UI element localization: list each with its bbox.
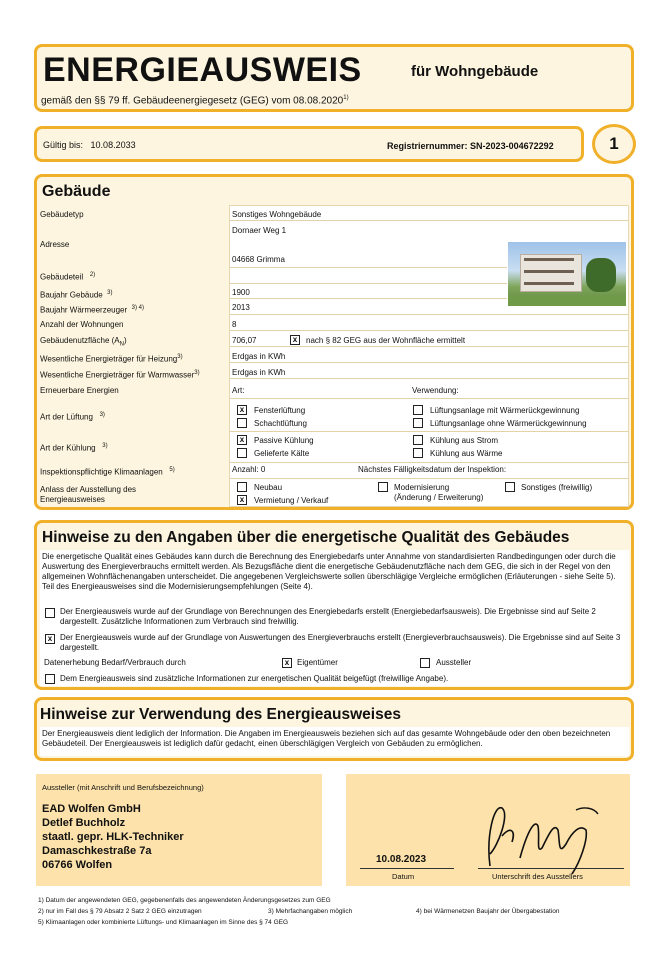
reason-other-label: Sonstiges (freiwillig) xyxy=(521,483,593,492)
cool-electric-label: Kühlung aus Strom xyxy=(430,436,499,445)
renewables-kind: Art: xyxy=(232,386,245,395)
demand-certificate-checkbox[interactable] xyxy=(45,608,55,618)
reason-modernisation-checkbox[interactable] xyxy=(378,482,388,492)
vent-shaft-checkbox[interactable] xyxy=(237,418,247,428)
cool-electric-checkbox[interactable] xyxy=(413,435,423,445)
data-collection-label: Datenerhebung Bedarf/Verbrauch durch xyxy=(44,658,186,667)
value-year-built: 1900 xyxy=(232,288,250,297)
document-title: ENERGIEAUSWEIS xyxy=(43,51,362,89)
consumption-certificate-text: Der Energieausweis wurde auf der Grundlage von Auswertungen des Energieverbrauchs erstellt (Energieverbrauchsausweis). Die Ergebnisse sind auf Seite 3 dargestellt. xyxy=(60,633,621,652)
area-from-living-space-checkbox[interactable]: x xyxy=(290,335,300,345)
value-building-type: Sonstiges Wohngebäude xyxy=(232,210,322,219)
value-heating-carrier: Erdgas in KWh xyxy=(232,352,286,361)
cool-heat-checkbox[interactable] xyxy=(413,448,423,458)
label-water-carrier: Wesentliche Energieträger für Warmwasser$^{3)}$ xyxy=(40,370,200,380)
issuer-label: Aussteller xyxy=(436,658,472,667)
building-title: Gebäude xyxy=(42,183,111,200)
reason-new-build-label: Neubau xyxy=(254,483,283,492)
reason-other-checkbox[interactable] xyxy=(505,482,515,492)
issuer-block xyxy=(36,774,322,886)
building-photo xyxy=(508,242,626,306)
cool-passive-checkbox[interactable]: x xyxy=(237,435,247,445)
label-floor-area: Gebäudenutzfläche $(A_N)$ xyxy=(40,336,127,348)
footnote-1: 1) Datum der angewendeten GEG, gegebenenfalls des angewendeten Änderungsgesetzes zum GEG xyxy=(38,897,331,904)
value-heater-year: 2013 xyxy=(232,303,250,312)
additional-info-checkbox[interactable] xyxy=(45,674,55,684)
value-floor-area: 706,07 xyxy=(232,336,257,345)
page-number: 1 xyxy=(592,124,636,164)
issuer-heading: Aussteller (mit Anschrift und Berufsbezeichnung) xyxy=(42,783,204,792)
reason-rent-sale-checkbox[interactable]: x xyxy=(237,495,247,505)
vent-shaft-label: Schachtlüftung xyxy=(254,419,307,428)
footnote-2: 2) nur im Fall des § 79 Absatz 2 Satz 2 GEG einzutragen xyxy=(38,908,202,915)
cool-delivered-label: Gelieferte Kälte xyxy=(254,449,310,458)
reason-rent-sale-label: Vermietung / Verkauf xyxy=(254,496,329,505)
value-units: 8 xyxy=(232,320,237,329)
usage-notes-text: Der Energieausweis dient lediglich der Information. Die Angaben im Energieausweis beziehen sich auf das gesamte Wohngebäude oder den oben bezeichneten Gebäudeteil. Der Energieausweis ist lediglich dafür gedacht, einen überschlägigen Vergleich von Gebäuden zu ermöglichen. xyxy=(42,729,611,748)
label-reason-2: Energieausweises xyxy=(40,495,105,504)
vent-window-label: Fensterlüftung xyxy=(254,406,306,415)
label-address: Adresse xyxy=(40,240,70,249)
label-cooling: Art der Kühlung $^{3)}$ xyxy=(40,443,108,453)
area-note: nach § 82 GEG aus der Wohnfläche ermittelt xyxy=(306,336,466,345)
quality-intro: Die energetische Qualität eines Gebäudes kann durch die Berechnung des Energiebedarfs unter Annahme von standardisierten Randbedingungen oder durch die Auswertung des Energieverbrauchs ermittelt werden. Als Bezugsfläche dient die energetische Gebäudenutzfläche nach dem GEG, die sich in der Regel von den allgemeinen Wohnflächenangaben unterscheidet. Die angegebenen Vergleichswerte sollen überschlägige Vergleiche ermöglichen (Erläuterungen - siehe Seite 5). Teil des Energieausweises sind die Modernisierungsempfehlungen (Seite 4). xyxy=(42,552,616,591)
label-building-type: Gebäudetyp xyxy=(40,210,84,219)
vent-no-heat-recovery-label: Lüftungsanlage ohne Wärmerückgewinnung xyxy=(430,419,587,428)
quality-notes-title: Hinweise zu den Angaben über die energetische Qualität des Gebäudes xyxy=(42,529,570,546)
cool-heat-label: Kühlung aus Wärme xyxy=(430,449,503,458)
signature xyxy=(476,796,616,876)
label-year-built: Baujahr Gebäude $^{3)}$ xyxy=(40,290,113,300)
additional-info-label: Dem Energieausweis sind zusätzliche Informationen zur energetischen Qualität beigefügt (freiwillige Angabe). xyxy=(60,674,449,683)
footnote-5: 5) Klimaanlagen oder kombinierte Lüftungs- und Klimaanlagen im Sinne des § 74 GEG xyxy=(38,919,289,926)
signature-label: Unterschrift des Ausstellers xyxy=(492,872,583,881)
issue-date: 10.08.2023 xyxy=(376,854,427,865)
renewables-use: Verwendung: xyxy=(412,386,459,395)
owner-checkbox[interactable]: x xyxy=(282,658,292,668)
label-heating-carrier: Wesentliche Energieträger für Heizung$^{3)}$ xyxy=(40,354,183,364)
value-address-city: 04668 Grimma xyxy=(232,255,285,264)
legal-basis: gemäß den §§ 79 ff. Gebäudeenergiegesetz (GEG) vom 08.08.2020$^{1)}$ xyxy=(41,95,349,107)
validity-bar xyxy=(34,126,584,162)
ac-count: Anzahl: 0 xyxy=(232,465,266,474)
valid-until: Gültig bis: 10.08.2033 xyxy=(43,140,136,150)
reason-modernisation-label: Modernisierung xyxy=(394,483,450,492)
signature-block xyxy=(346,774,630,886)
owner-label: Eigentümer xyxy=(297,658,338,667)
value-water-carrier: Erdgas in KWh xyxy=(232,368,286,377)
label-ac: Inspektionspflichtige Klimaanlagen $^{5)}$ xyxy=(40,467,175,477)
reason-modernisation-sub: (Änderung / Erweiterung) xyxy=(394,493,484,502)
label-units: Anzahl der Wohnungen xyxy=(40,320,124,329)
registration-number: Registriernummer: SN-2023-004672292 xyxy=(387,141,554,151)
demand-certificate-text: Der Energieausweis wurde auf der Grundlage von Berechnungen des Energiebedarfs erstellt (Energiebedarfsausweis). Die Ergebnisse sind auf Seite 2 dargestellt. Zusätzliche Informationen zum Verbrauch sind freiwillig. xyxy=(60,607,596,626)
value-address-street: Dornaer Weg 1 xyxy=(232,226,287,235)
footnote-4: 4) bei Wärmenetzen Baujahr der Übergabestation xyxy=(416,908,560,915)
building-kind: für Wohngebäude xyxy=(411,63,539,80)
label-building-part: Gebäudeteil $^{2)}$ xyxy=(40,272,96,282)
vent-no-heat-recovery-checkbox[interactable] xyxy=(413,418,423,428)
header-box xyxy=(34,44,634,112)
consumption-certificate-checkbox[interactable]: x xyxy=(45,634,55,644)
vent-heat-recovery-checkbox[interactable] xyxy=(413,405,423,415)
issuer-address: EAD Wolfen GmbH Detlef Buchholz staatl. gepr. HLK-Techniker Damaschkestraße 7a 06766 Wolfen xyxy=(42,803,184,871)
usage-notes-title: Hinweise zur Verwendung des Energieausweises xyxy=(40,706,401,723)
issuer-checkbox[interactable] xyxy=(420,658,430,668)
cool-passive-label: Passive Kühlung xyxy=(254,436,314,445)
date-label: Datum xyxy=(392,872,415,881)
reason-new-build-checkbox[interactable] xyxy=(237,482,247,492)
vent-window-checkbox[interactable]: x xyxy=(237,405,247,415)
label-ventilation: Art der Lüftung $^{3)}$ xyxy=(40,412,105,422)
label-renewables: Erneuerbare Energien xyxy=(40,386,119,395)
ac-next-inspection: Nächstes Fälligkeitsdatum der Inspektion: xyxy=(358,465,507,474)
vent-heat-recovery-label: Lüftungsanlage mit Wärmerückgewinnung xyxy=(430,406,580,415)
cool-delivered-checkbox[interactable] xyxy=(237,448,247,458)
label-reason-1: Anlass der Ausstellung des xyxy=(40,485,137,494)
footnote-3: 3) Mehrfachangaben möglich xyxy=(268,908,353,915)
label-heater-year: Baujahr Wärmeerzeuger $^{3) 4)}$ xyxy=(40,305,144,315)
